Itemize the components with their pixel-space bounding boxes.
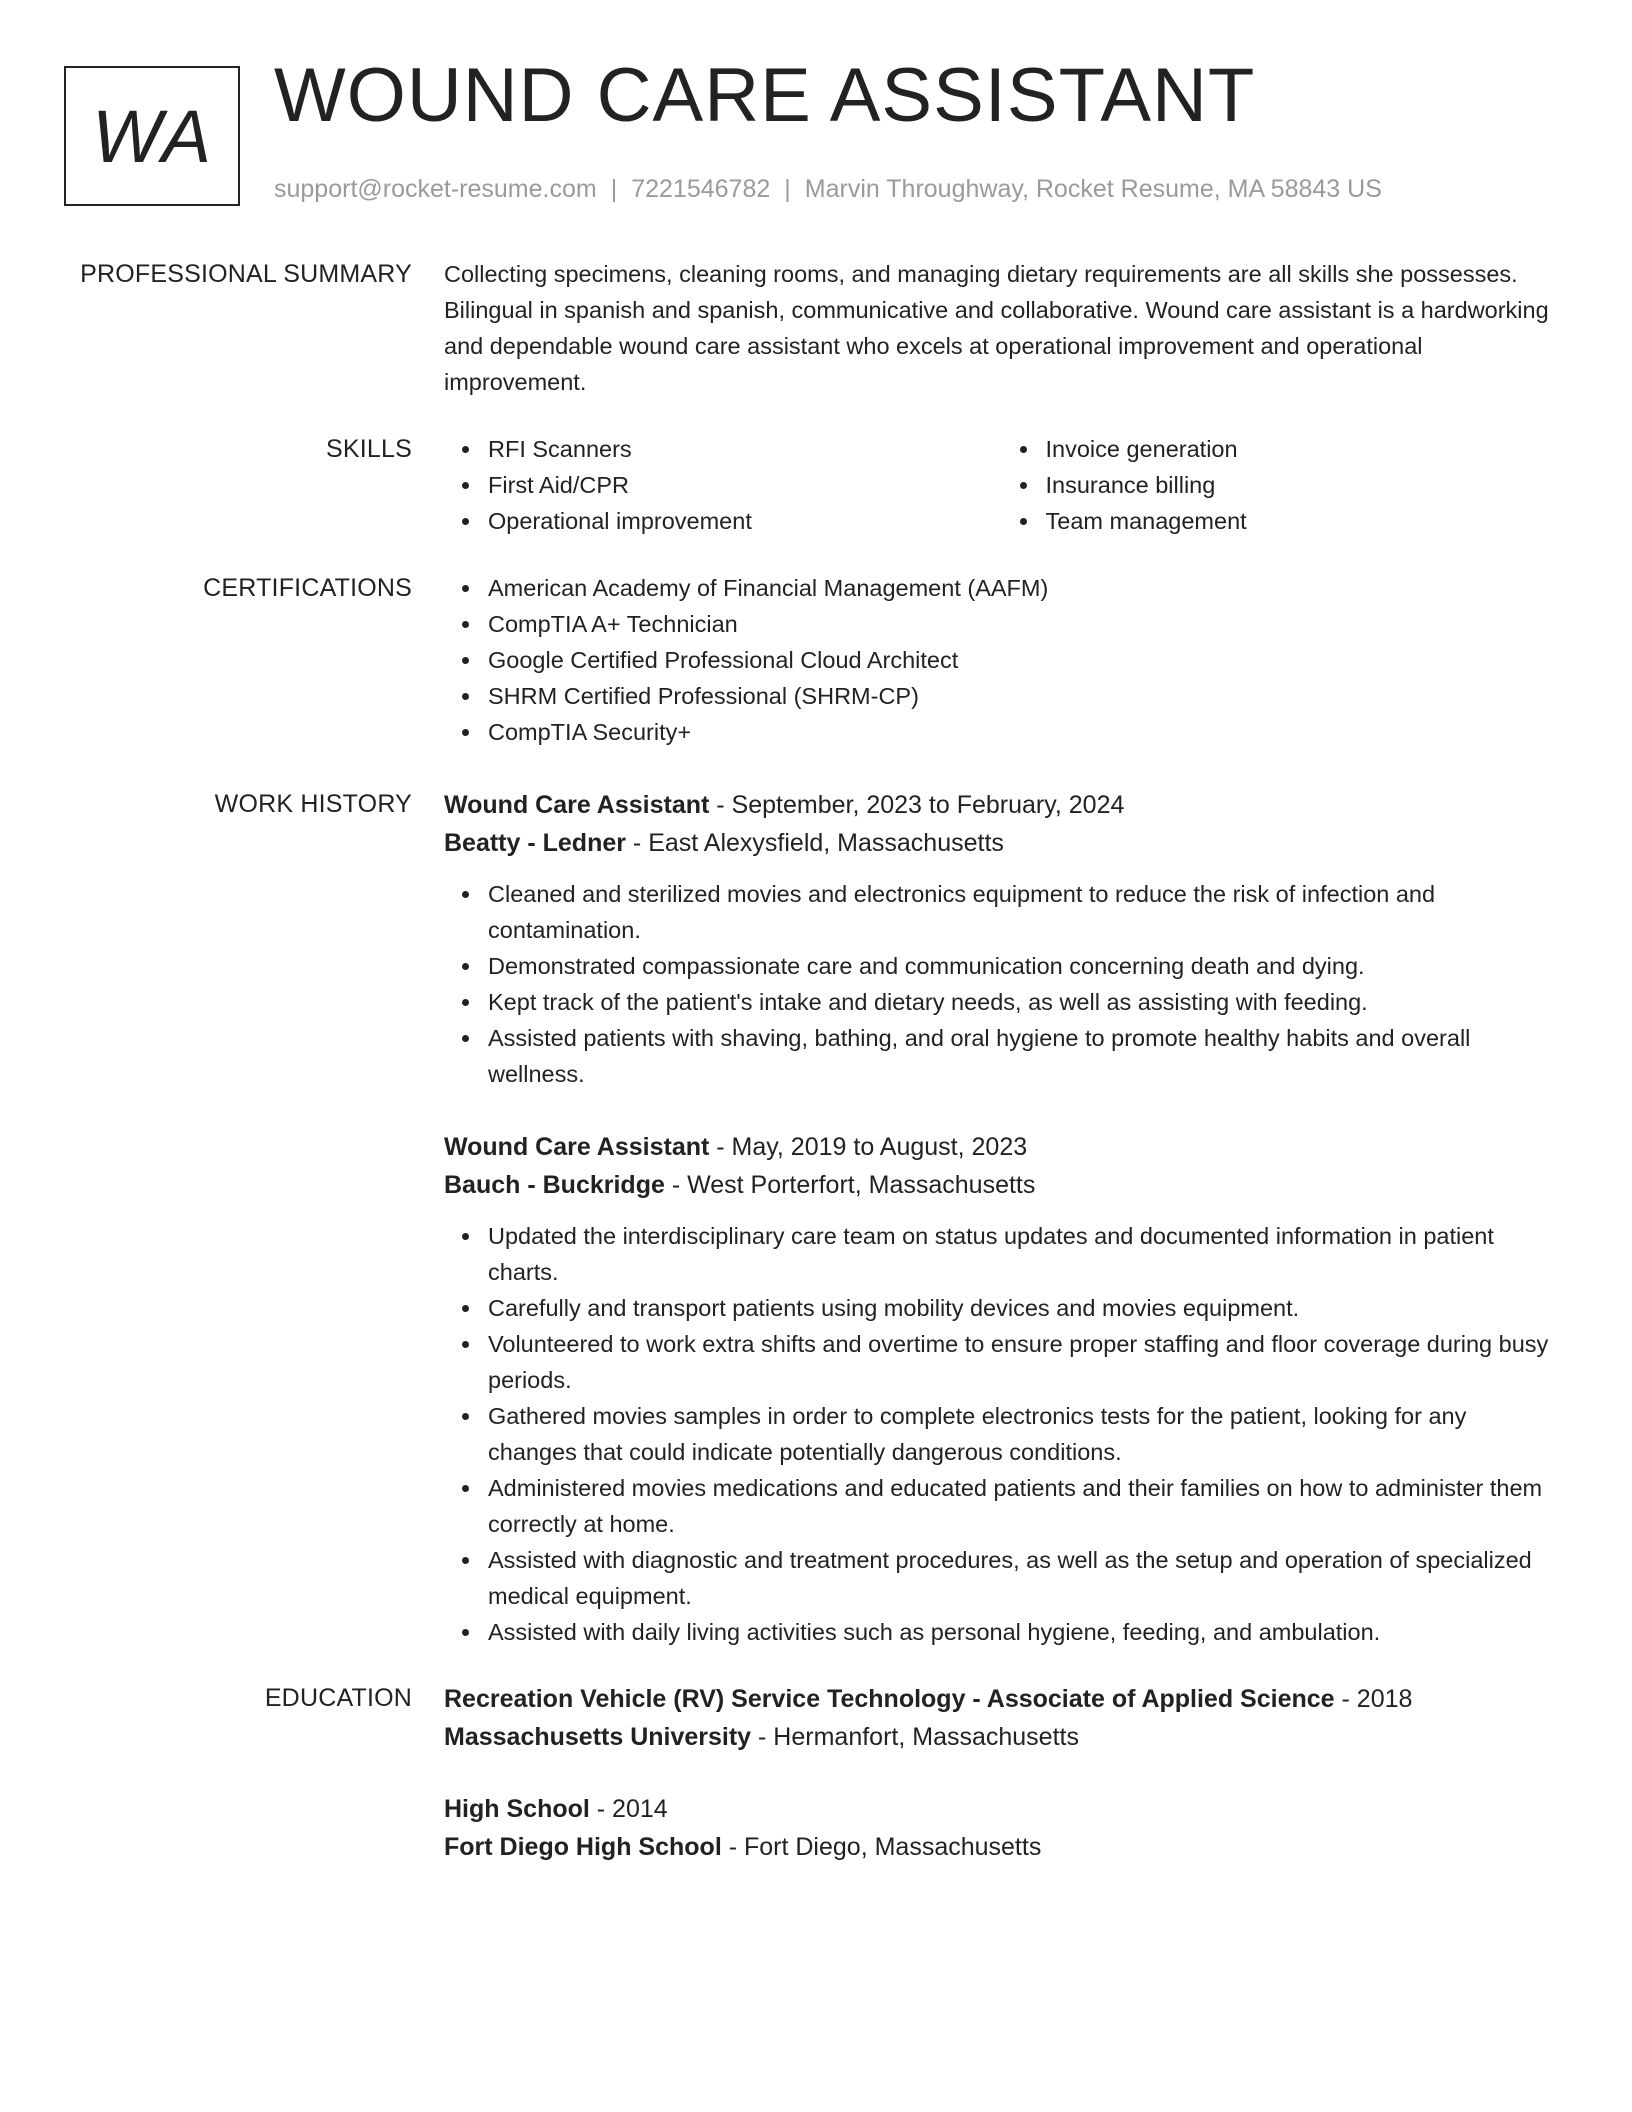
certification-item: CompTIA A+ Technician <box>488 606 1559 642</box>
job-duties-list <box>444 1218 1559 1650</box>
education-location: - Fort Diego, Massachusetts <box>721 1833 1042 1861</box>
skill-item: Insurance billing <box>1046 467 1560 503</box>
job-role: Wound Care Assistant <box>444 1133 710 1161</box>
certification-item: CompTIA Security+ <box>488 714 1559 750</box>
certifications-heading: CERTIFICATIONS <box>203 574 412 602</box>
skill-item: Invoice generation <box>1046 431 1560 467</box>
education-heading: EDUCATION <box>264 1684 412 1712</box>
job-duty: Volunteered to work extra shifts and overtime to ensure proper staffing and floor coverage during busy periods. <box>488 1326 1559 1398</box>
contact-separator: | <box>610 175 618 203</box>
job-role-line <box>444 786 1559 824</box>
skill-item: Team management <box>1046 503 1560 539</box>
contact-email[interactable]: support@rocket-resume.com <box>274 175 597 203</box>
job-duty: Assisted patients with shaving, bathing, and oral hygiene to promote healthy habits and overall wellness. <box>488 1020 1559 1092</box>
certification-item: American Academy of Financial Management (AAFM) <box>488 570 1559 606</box>
job-entry <box>444 786 1559 1092</box>
education-entry <box>444 1680 1559 1756</box>
job-location: - West Porterfort, Massachusetts <box>664 1171 1036 1199</box>
job-duty: Demonstrated compassionate care and communication concerning death and dying. <box>488 948 1559 984</box>
job-duty: Updated the interdisciplinary care team on status updates and documented information in patient charts. <box>488 1218 1559 1290</box>
monogram-initials: WA <box>92 94 212 178</box>
education-degree: High School <box>444 1795 590 1823</box>
job-duty: Kept track of the patient's intake and dietary needs, as well as assisting with feeding. <box>488 984 1559 1020</box>
job-duties-list <box>444 876 1559 1092</box>
resume-header <box>64 53 1564 216</box>
skills-heading: SKILLS <box>326 435 412 463</box>
job-role-line <box>444 1128 1559 1166</box>
job-duty: Assisted with daily living activities such as personal hygiene, feeding, and ambulation. <box>488 1614 1559 1650</box>
education-school: Fort Diego High School <box>444 1833 722 1861</box>
summary-text: Collecting specimens, cleaning rooms, and managing dietary requirements are all skills she possesses. Bilingual in spanish and spanish, communicative and collaborative. Wound care assistant is a hardworking and dependable wound care assistant who excels at operational improvement and operational improvement. <box>444 261 1549 395</box>
candidate-title: WOUND CARE ASSISTANT <box>274 53 1256 138</box>
contact-address: Marvin Throughway, Rocket Resume, MA 58843 US <box>804 175 1382 203</box>
job-dates: - September, 2023 to February, 2024 <box>709 791 1125 819</box>
job-entry <box>444 1128 1559 1650</box>
work-history-heading: WORK HISTORY <box>214 790 412 818</box>
contact-separator: | <box>784 175 791 203</box>
monogram-box <box>64 66 240 206</box>
skills-list-left <box>444 431 1002 539</box>
education-body <box>444 1680 1559 1900</box>
education-degree-line <box>444 1680 1559 1718</box>
summary-heading: PROFESSIONAL SUMMARY <box>80 260 412 288</box>
job-duty: Cleaned and sterilized movies and electronics equipment to reduce the risk of infection and contamination. <box>488 876 1559 948</box>
contact-line <box>274 174 1382 204</box>
education-school-line <box>444 1718 1559 1756</box>
certifications-body <box>444 570 1559 750</box>
job-dates: - May, 2019 to August, 2023 <box>709 1133 1028 1161</box>
education-school: Massachusetts University <box>444 1723 752 1751</box>
job-duty: Assisted with diagnostic and treatment procedures, as well as the setup and operation of specialized medical equipment. <box>488 1542 1559 1614</box>
education-year: - 2014 <box>589 1795 668 1823</box>
job-role: Wound Care Assistant <box>444 791 710 819</box>
job-duty: Administered movies medications and educated patients and their families on how to administer them correctly at home. <box>488 1470 1559 1542</box>
contact-phone[interactable]: 7221546782 <box>631 175 771 203</box>
job-duty: Carefully and transport patients using mobility devices and movies equipment. <box>488 1290 1559 1326</box>
job-company: Bauch - Buckridge <box>444 1171 665 1199</box>
certifications-list <box>444 570 1559 750</box>
certification-item: Google Certified Professional Cloud Architect <box>488 642 1559 678</box>
skill-item: Operational improvement <box>488 503 1002 539</box>
education-school-line <box>444 1828 1559 1866</box>
education-degree-line <box>444 1790 1559 1828</box>
education-location: - Hermanfort, Massachusetts <box>751 1723 1079 1751</box>
job-duty: Gathered movies samples in order to complete electronics tests for the patient, looking for any changes that could indicate potentially dangerous conditions. <box>488 1398 1559 1470</box>
skill-item: RFI Scanners <box>488 431 1002 467</box>
education-degree: Recreation Vehicle (RV) Service Technology - Associate of Applied Science <box>444 1685 1335 1713</box>
job-location: - East Alexysfield, Massachusetts <box>625 829 1004 857</box>
skill-item: First Aid/CPR <box>488 467 1002 503</box>
skills-list-right <box>1002 431 1560 539</box>
work-history-body <box>444 786 1559 1686</box>
job-company-line <box>444 1166 1559 1204</box>
education-entry <box>444 1790 1559 1866</box>
education-year: - 2018 <box>1334 1685 1413 1713</box>
job-company-line <box>444 824 1559 862</box>
skills-columns <box>444 431 1559 539</box>
job-company: Beatty - Ledner <box>444 829 626 857</box>
certification-item: SHRM Certified Professional (SHRM-CP) <box>488 678 1559 714</box>
